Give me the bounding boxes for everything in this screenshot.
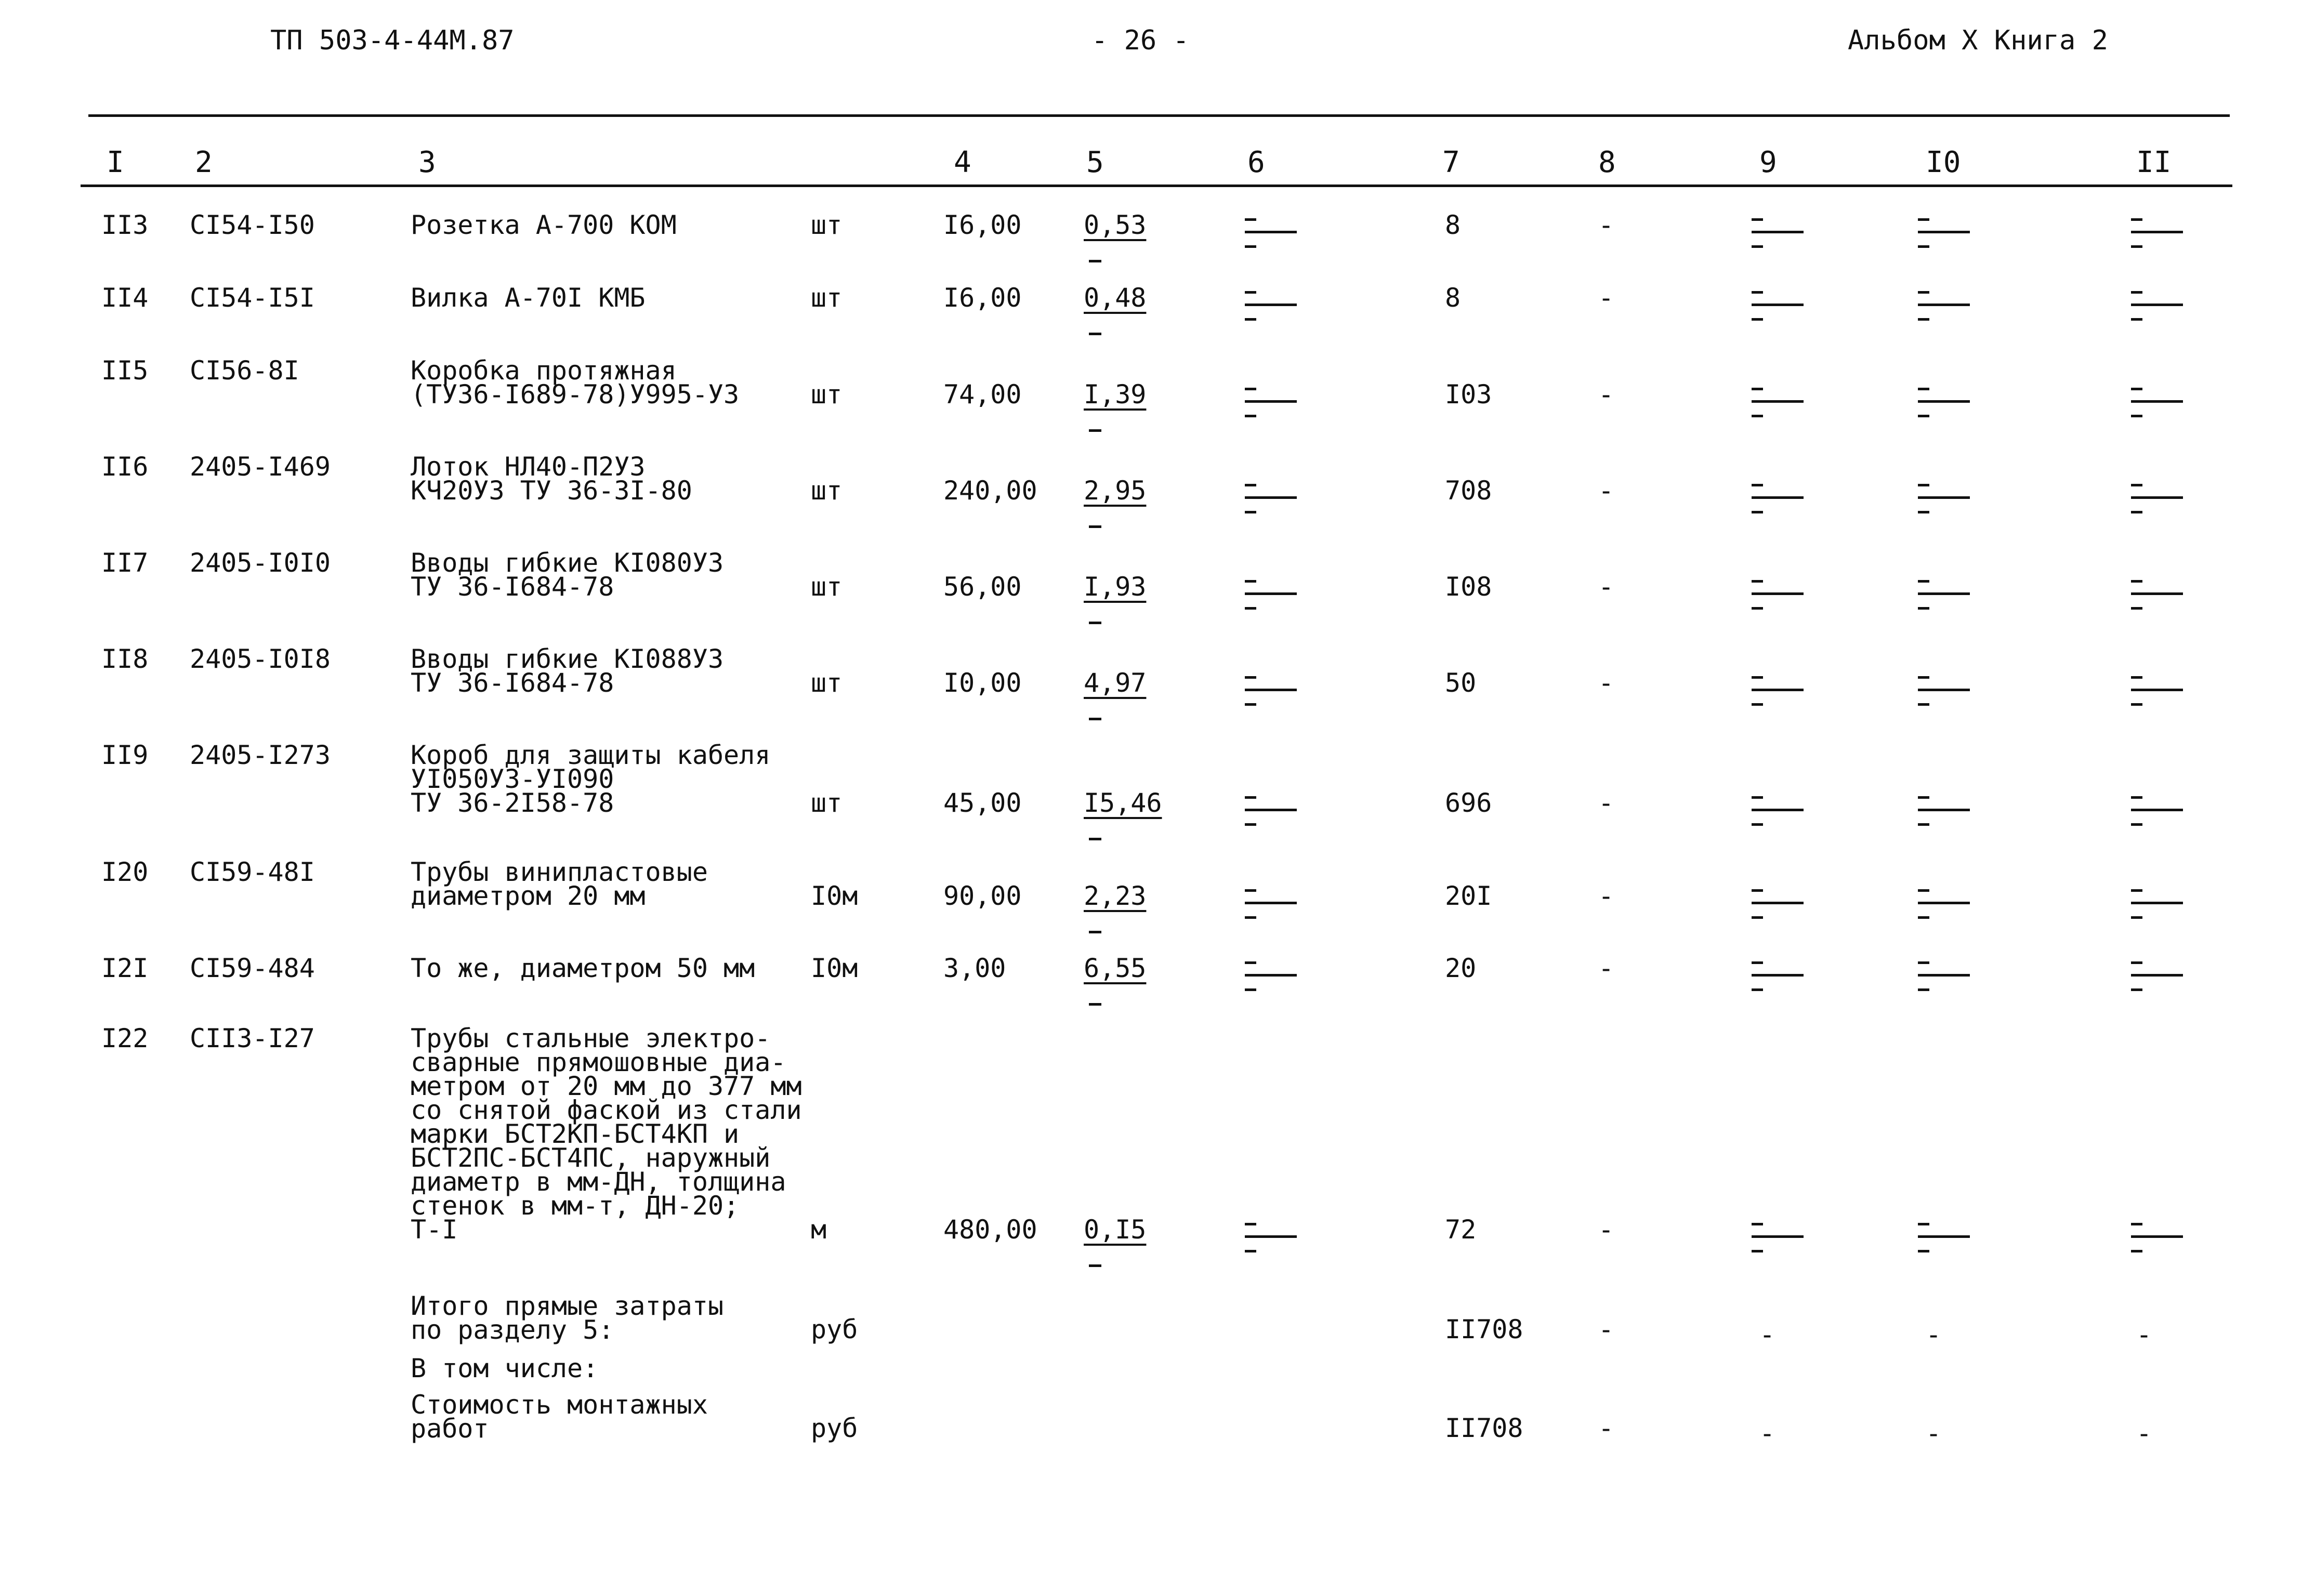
row-col10-fraction-bar [1918,592,1970,595]
row-col9-fraction-bar [1752,809,1804,811]
row-col10-fraction [1918,218,1975,249]
row-unit: шт [811,788,843,818]
col-header-7: 7 [1442,146,1460,179]
row-col9-fraction-top [1752,484,1763,486]
row-col5 [1084,1215,1147,1245]
row-col10-fraction [1918,388,1975,419]
row-col10-fraction [1918,796,1975,827]
row-col6-fraction-bot [1245,415,1256,417]
row-code: CI54-I5I [190,283,315,313]
row-col9-fraction-bar [1752,689,1804,691]
totals-direct-value: II708 [1445,1314,1523,1344]
row-col11-fraction-bar [2131,496,2183,499]
row-code: 2405-I469 [190,452,331,482]
row-col5-sub-dash [1089,260,1101,262]
row-col9-fraction-bot [1752,703,1763,706]
row-col11-fraction [2131,961,2188,993]
row-col9-fraction-bot [1752,607,1763,610]
row-col9-fraction-bot [1752,245,1763,248]
row-col5-sub-dash [1089,333,1101,335]
row-col11-fraction-top [2131,291,2142,294]
row-code: CI54-I50 [190,210,315,240]
row-col8: - [1598,668,1614,698]
row-number: II4 [101,283,149,313]
row-col11-fraction [2131,1223,2188,1254]
page-number: - 26 - [1091,25,1189,56]
row-col6-fraction-top [1245,580,1256,583]
row-col10-fraction-bar [1918,902,1970,904]
row-col11-fraction [2131,889,2188,920]
totals-install-col9: - [1759,1418,1775,1448]
row-col10-fraction-top [1918,961,1929,964]
row-col11-fraction [2131,291,2188,322]
row-col6-fraction [1245,889,1302,920]
row-unit: I0м [811,881,858,911]
row-code: CI56-8I [190,355,299,386]
row-col6-fraction-bar [1245,592,1297,595]
row-col6-fraction-bot [1245,318,1256,321]
row-unit: шт [811,572,843,602]
row-number: II8 [101,644,149,674]
row-col5 [1084,572,1147,602]
row-col6-fraction [1245,484,1302,515]
row-col5-value: 0,53 [1084,210,1147,240]
col-header-2: 2 [195,146,213,179]
row-col11-fraction-bot [2131,1250,2142,1252]
row-col5-value: 2,23 [1084,881,1147,911]
row-name: Вилка А-70I КМБ [411,283,646,313]
row-col5-sub-dash [1089,838,1101,840]
row-col11-fraction-bot [2131,703,2142,706]
row-col6-fraction-top [1245,889,1256,892]
row-col9-fraction-top [1752,1223,1763,1225]
row-col9-fraction-top [1752,291,1763,294]
totals-install-label: Стоимость монтажных работ [411,1390,708,1444]
row-col11-fraction [2131,580,2188,611]
row-col11-fraction-bot [2131,823,2142,826]
row-col5-value: 0,I5 [1084,1215,1147,1245]
row-col9-fraction-bar [1752,592,1804,595]
totals-direct-col9: - [1759,1320,1775,1350]
row-col5 [1084,283,1147,313]
row-col11-fraction [2131,796,2188,827]
row-price: 3,00 [943,953,1006,983]
row-price: 480,00 [943,1215,1037,1245]
row-col9-fraction-bot [1752,415,1763,417]
row-col6-fraction-bar [1245,689,1297,691]
row-col7: 708 [1445,476,1492,506]
album-book: Альбом X Книга 2 [1848,25,2108,56]
row-col10-fraction-bot [1918,415,1929,417]
row-col10-fraction-bot [1918,823,1929,826]
row-unit: шт [811,379,843,410]
row-price: 240,00 [943,476,1037,506]
row-unit: I0м [811,953,858,983]
row-col9-fraction-bar [1752,400,1804,403]
row-col10-fraction-bot [1918,511,1929,513]
row-name: Вводы гибкие КI080У3 ТУ 36-I684-78 [411,548,724,602]
row-col8: - [1598,572,1614,602]
row-col6-fraction [1245,1223,1302,1254]
row-col10-fraction-bot [1918,988,1929,991]
row-col6-fraction-top [1245,291,1256,294]
row-number: I20 [101,857,149,887]
top-rule [88,114,2230,117]
row-col9-fraction-bar [1752,974,1804,977]
row-col10-fraction [1918,961,1975,993]
row-col10-fraction-bar [1918,231,1970,233]
row-col11-fraction-bar [2131,689,2183,691]
row-col6-fraction [1245,580,1302,611]
row-col9-fraction-top [1752,580,1763,583]
row-col6-fraction [1245,676,1302,707]
row-col6-fraction [1245,388,1302,419]
totals-install-col10: - [1926,1418,1942,1448]
row-col11-fraction-bar [2131,400,2183,403]
row-number: I2I [101,953,149,983]
row-col11-fraction-bot [2131,916,2142,919]
row-col11-fraction-bot [2131,318,2142,321]
row-col5-value: I,93 [1084,572,1147,602]
row-number: II9 [101,740,149,770]
row-col8: - [1598,210,1614,240]
row-col5-sub-dash [1089,429,1101,432]
row-col11-fraction-bar [2131,974,2183,977]
row-col10-fraction-bot [1918,703,1929,706]
row-col9-fraction-bar [1752,496,1804,499]
row-col10-fraction-bar [1918,304,1970,306]
totals-install-col8: - [1598,1413,1614,1443]
totals-direct-col8: - [1598,1314,1614,1344]
row-unit: шт [811,283,843,313]
row-col11-fraction-top [2131,676,2142,679]
row-col10-fraction-bar [1918,1235,1970,1238]
row-col5-sub-dash [1089,622,1101,624]
row-col11-fraction-top [2131,796,2142,799]
row-col9-fraction [1752,1223,1809,1254]
row-col8: - [1598,283,1614,313]
row-col11-fraction-bar [2131,304,2183,306]
row-col5-value: I5,46 [1084,788,1162,818]
document-code: ТП 503-4-44М.87 [270,25,515,56]
row-col6-fraction [1245,796,1302,827]
row-col6-fraction-bar [1245,974,1297,977]
row-col6-fraction-bot [1245,988,1256,991]
row-col9-fraction-bot [1752,1250,1763,1252]
row-col11-fraction [2131,218,2188,249]
row-col10-fraction [1918,889,1975,920]
row-col7: 20 [1445,953,1477,983]
row-col7: 20I [1445,881,1492,911]
row-col10-fraction [1918,676,1975,707]
row-col9-fraction [1752,388,1809,419]
row-col8: - [1598,881,1614,911]
row-col9-fraction-bot [1752,916,1763,919]
row-number: II6 [101,452,149,482]
row-col6-fraction-bar [1245,400,1297,403]
row-col8: - [1598,1215,1614,1245]
row-col9-fraction [1752,484,1809,515]
row-col5-sub-dash [1089,1003,1101,1006]
row-col9-fraction [1752,796,1809,827]
row-number: II5 [101,355,149,386]
row-col6-fraction-top [1245,484,1256,486]
row-col11-fraction-bot [2131,511,2142,513]
row-col9-fraction [1752,889,1809,920]
col-header-6: 6 [1247,146,1265,179]
totals-install-col11: - [2136,1418,2152,1448]
row-col6-fraction-top [1245,218,1256,221]
row-col6-fraction-bar [1245,1235,1297,1238]
row-col10-fraction-bot [1918,318,1929,321]
row-price: 74,00 [943,379,1022,410]
row-col6-fraction [1245,291,1302,322]
row-col11-fraction-top [2131,1223,2142,1225]
row-name: Розетка А-700 КОМ [411,210,677,240]
row-col5 [1084,379,1147,410]
col-header-10: I0 [1926,146,1961,179]
totals-direct-col11: - [2136,1320,2152,1350]
row-col6-fraction-bot [1245,511,1256,513]
row-col6-fraction-bot [1245,916,1256,919]
col-header-11: II [2136,146,2172,179]
row-col9-fraction [1752,218,1809,249]
row-col11-fraction-top [2131,889,2142,892]
row-col9-fraction [1752,291,1809,322]
row-col11-fraction-bot [2131,607,2142,610]
row-price: 45,00 [943,788,1022,818]
row-name: Коробка протяжная (ТУ36-I689-78)У995-У3 [411,355,740,410]
row-col5 [1084,881,1147,911]
row-col9-fraction [1752,961,1809,993]
row-col10-fraction-bot [1918,245,1929,248]
row-col9-fraction-top [1752,961,1763,964]
row-price: I0,00 [943,668,1022,698]
row-col10-fraction-bar [1918,400,1970,403]
row-code: 2405-I0I8 [190,644,331,674]
col-header-3: 3 [418,146,436,179]
row-col10-fraction-top [1918,580,1929,583]
row-number: II7 [101,548,149,578]
row-col5-sub-dash [1089,525,1101,528]
row-name: Лоток НЛ40-П2У3 КЧ20У3 ТУ 36-3I-80 [411,452,692,506]
row-col11-fraction-bot [2131,988,2142,991]
row-col11-fraction-top [2131,218,2142,221]
row-col10-fraction-top [1918,889,1929,892]
row-unit: м [811,1215,827,1245]
totals-direct-unit: руб [811,1314,858,1344]
row-code: 2405-I0I0 [190,548,331,578]
row-col11-fraction-bot [2131,245,2142,248]
row-col9-fraction-bar [1752,902,1804,904]
row-code: 2405-I273 [190,740,331,770]
row-name: Вводы гибкие КI088У3 ТУ 36-I684-78 [411,644,724,698]
row-col11-fraction-bot [2131,415,2142,417]
row-col5-value: 6,55 [1084,953,1147,983]
header-rule [81,184,2232,187]
row-col6-fraction [1245,218,1302,249]
row-col5 [1084,953,1147,983]
row-col10-fraction-bot [1918,1250,1929,1252]
row-number: I22 [101,1023,149,1053]
row-col5-value: 4,97 [1084,668,1147,698]
row-col10-fraction [1918,484,1975,515]
row-name: Короб для защиты кабеля УI050У3-УI090 ТУ 36-2I58-78 [411,740,771,818]
row-col9-fraction-top [1752,796,1763,799]
row-col11-fraction [2131,484,2188,515]
row-col8: - [1598,953,1614,983]
row-name: Трубы винипластовые диаметром 20 мм [411,857,708,911]
row-col6-fraction-bar [1245,902,1297,904]
row-col9-fraction-bot [1752,823,1763,826]
row-col10-fraction-bar [1918,974,1970,977]
row-name: Трубы стальные электро- сварные прямошовные диа- метром от 20 мм до 377 мм со снятой фаской из стали марки БСТ2КП-БСТ4КП и БСТ2ПС-БСТ4ПС, наружный диаметр в мм-ДН, толщина стенок в мм-т, ДН-20; Т-I [411,1023,802,1245]
row-col9-fraction-bar [1752,231,1804,233]
row-col5 [1084,788,1162,818]
row-unit: шт [811,210,843,240]
row-col6-fraction-bar [1245,304,1297,306]
row-col6-fraction-top [1245,388,1256,390]
row-col11-fraction-bar [2131,592,2183,595]
row-col7: 50 [1445,668,1477,698]
row-col10-fraction [1918,1223,1975,1254]
row-col10-fraction-top [1918,218,1929,221]
row-col6-fraction-bar [1245,496,1297,499]
row-col11-fraction [2131,676,2188,707]
row-code: CI59-484 [190,953,315,983]
row-number: II3 [101,210,149,240]
row-col11-fraction-top [2131,484,2142,486]
row-col5 [1084,476,1147,506]
row-col11-fraction-top [2131,580,2142,583]
row-col6-fraction-bot [1245,703,1256,706]
row-price: 90,00 [943,881,1022,911]
totals-direct-col10: - [1926,1320,1942,1350]
row-col10-fraction-top [1918,388,1929,390]
row-col11-fraction-top [2131,388,2142,390]
col-header-1: I [107,146,124,179]
row-col9-fraction-top [1752,388,1763,390]
row-col10-fraction-bar [1918,689,1970,691]
row-col10-fraction-top [1918,484,1929,486]
row-col6-fraction-top [1245,1223,1256,1225]
row-name: То же, диаметром 50 мм [411,953,755,983]
row-col11-fraction-bar [2131,809,2183,811]
row-col11-fraction-bar [2131,1235,2183,1238]
row-col9-fraction-bot [1752,988,1763,991]
row-col10-fraction [1918,291,1975,322]
row-col9-fraction-top [1752,676,1763,679]
row-col8: - [1598,476,1614,506]
row-col10-fraction-bar [1918,496,1970,499]
row-price: I6,00 [943,210,1022,240]
row-col10-fraction-top [1918,796,1929,799]
row-col10-fraction-top [1918,1223,1929,1225]
row-unit: шт [811,476,843,506]
row-col7: 72 [1445,1215,1477,1245]
row-col5 [1084,210,1147,240]
row-col9-fraction-bar [1752,1235,1804,1238]
row-col10-fraction-top [1918,291,1929,294]
row-col7: 8 [1445,210,1461,240]
row-col6-fraction-bot [1245,245,1256,248]
row-col5-value: 0,48 [1084,283,1147,313]
totals-install-value: II708 [1445,1413,1523,1443]
row-col10-fraction-bot [1918,916,1929,919]
row-col11-fraction-top [2131,961,2142,964]
row-col9-fraction [1752,580,1809,611]
row-price: I6,00 [943,283,1022,313]
row-col6-fraction [1245,961,1302,993]
col-header-4: 4 [954,146,971,179]
row-price: 56,00 [943,572,1022,602]
row-unit: шт [811,668,843,698]
row-col5-value: 2,95 [1084,476,1147,506]
row-col11-fraction-bar [2131,231,2183,233]
row-col7: I03 [1445,379,1492,410]
row-col10-fraction-top [1918,676,1929,679]
row-col7: I08 [1445,572,1492,602]
row-col7: 8 [1445,283,1461,313]
row-col6-fraction-top [1245,676,1256,679]
row-code: CII3-I27 [190,1023,315,1053]
row-col10-fraction-bar [1918,809,1970,811]
row-col5-value: I,39 [1084,379,1147,410]
totals-install-unit: руб [811,1413,858,1443]
col-header-9: 9 [1759,146,1777,179]
row-code: CI59-48I [190,857,315,887]
row-col6-fraction-top [1245,961,1256,964]
row-col7: 696 [1445,788,1492,818]
col-header-5: 5 [1086,146,1104,179]
row-col6-fraction-bot [1245,607,1256,610]
totals-incl-label: В том числе: [411,1353,599,1383]
row-col5-sub-dash [1089,1264,1101,1267]
col-header-8: 8 [1598,146,1616,179]
row-col11-fraction-bar [2131,902,2183,904]
totals-direct-label: Итого прямые затраты по разделу 5: [411,1291,724,1345]
row-col9-fraction [1752,676,1809,707]
row-col9-fraction-bar [1752,304,1804,306]
row-col9-fraction-top [1752,889,1763,892]
row-col6-fraction-bar [1245,809,1297,811]
row-col10-fraction-bot [1918,607,1929,610]
row-col8: - [1598,379,1614,410]
row-col9-fraction-top [1752,218,1763,221]
row-col6-fraction-top [1245,796,1256,799]
row-col6-fraction-bot [1245,1250,1256,1252]
row-col9-fraction-bot [1752,511,1763,513]
row-col6-fraction-bar [1245,231,1297,233]
row-col11-fraction [2131,388,2188,419]
row-col10-fraction [1918,580,1975,611]
row-col5-sub-dash [1089,931,1101,933]
row-col5 [1084,668,1147,698]
row-col5-sub-dash [1089,718,1101,720]
row-col6-fraction-bot [1245,823,1256,826]
row-col8: - [1598,788,1614,818]
row-col9-fraction-bot [1752,318,1763,321]
